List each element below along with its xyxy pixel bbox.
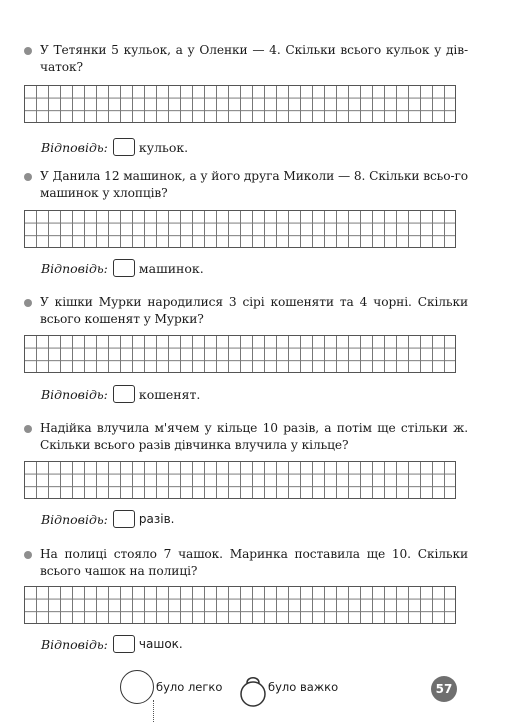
balloon-string-icon	[153, 700, 154, 722]
task-3-text: У кішки Мурки народилися 3 сірі кошеняти та 4 чорні. Скільки всього кошенят у Мурки?	[40, 295, 468, 326]
task-2	[24, 168, 468, 276]
task-3	[24, 294, 468, 402]
bullet-icon	[24, 173, 32, 181]
answer-label: Відповідь:	[41, 139, 108, 155]
answer-input-box[interactable]	[113, 510, 135, 528]
answer-unit: разів.	[138, 512, 175, 526]
task-4-text-block	[24, 420, 468, 454]
answer-label: Відповідь:	[41, 386, 108, 402]
answer-label: Відповідь:	[41, 260, 108, 276]
task-5-text-block	[24, 546, 468, 580]
bullet-icon	[24, 299, 32, 307]
task-5-text: На полиці стояло 7 чашок. Маринка поставила ще 10. Скільки всього чашок на полиці?	[40, 547, 468, 578]
task-1-text-block	[24, 42, 468, 76]
task-1-answer	[41, 137, 188, 157]
task-1-text: У Тетянки 5 кульок, а у Оленки — 4. Скільки всього кульок у дів-чаток?	[40, 43, 468, 74]
answer-input-box[interactable]	[113, 259, 135, 277]
task-3-answer-grid[interactable]	[24, 335, 456, 373]
bullet-icon	[24, 551, 32, 559]
answer-unit: кошенят.	[138, 386, 201, 402]
task-4-answer-grid[interactable]	[24, 461, 456, 499]
kettlebell-icon[interactable]	[236, 674, 270, 708]
task-5-answer	[41, 634, 183, 654]
task-2-text-block	[24, 168, 468, 202]
task-1	[24, 42, 468, 155]
answer-input-box[interactable]	[113, 138, 135, 156]
answer-unit: машинок.	[138, 260, 204, 276]
answer-label: Відповідь:	[41, 636, 108, 652]
answer-unit: чашок.	[138, 637, 183, 651]
answer-input-box[interactable]	[113, 385, 135, 403]
task-4-answer	[41, 509, 174, 529]
task-4-text: Надійка влучила м'ячем у кільце 10 разів, а потім ще стільки ж. Скільки всього разів дівчинка влучила у кільце?	[40, 421, 468, 452]
task-1-answer-grid[interactable]	[24, 85, 456, 123]
easy-label: було легко	[156, 680, 223, 694]
hard-label: було важко	[268, 680, 339, 694]
task-3-answer	[41, 384, 200, 404]
answer-input-box[interactable]	[113, 635, 135, 653]
page-number-badge: 57	[431, 676, 457, 702]
bullet-icon	[24, 425, 32, 433]
task-2-answer	[41, 258, 204, 278]
balloon-icon[interactable]	[120, 670, 154, 704]
answer-unit: кульок.	[138, 139, 189, 155]
task-5	[24, 546, 468, 652]
task-2-answer-grid[interactable]	[24, 210, 456, 248]
bullet-icon	[24, 47, 32, 55]
task-5-answer-grid[interactable]	[24, 586, 456, 624]
task-2-text: У Данила 12 машинок, а у його друга Миколи — 8. Скільки всьо-го машинок у хлопців?	[40, 169, 468, 200]
footer	[0, 670, 510, 728]
task-4	[24, 420, 468, 527]
task-3-text-block	[24, 294, 468, 328]
answer-label: Відповідь:	[41, 511, 108, 527]
